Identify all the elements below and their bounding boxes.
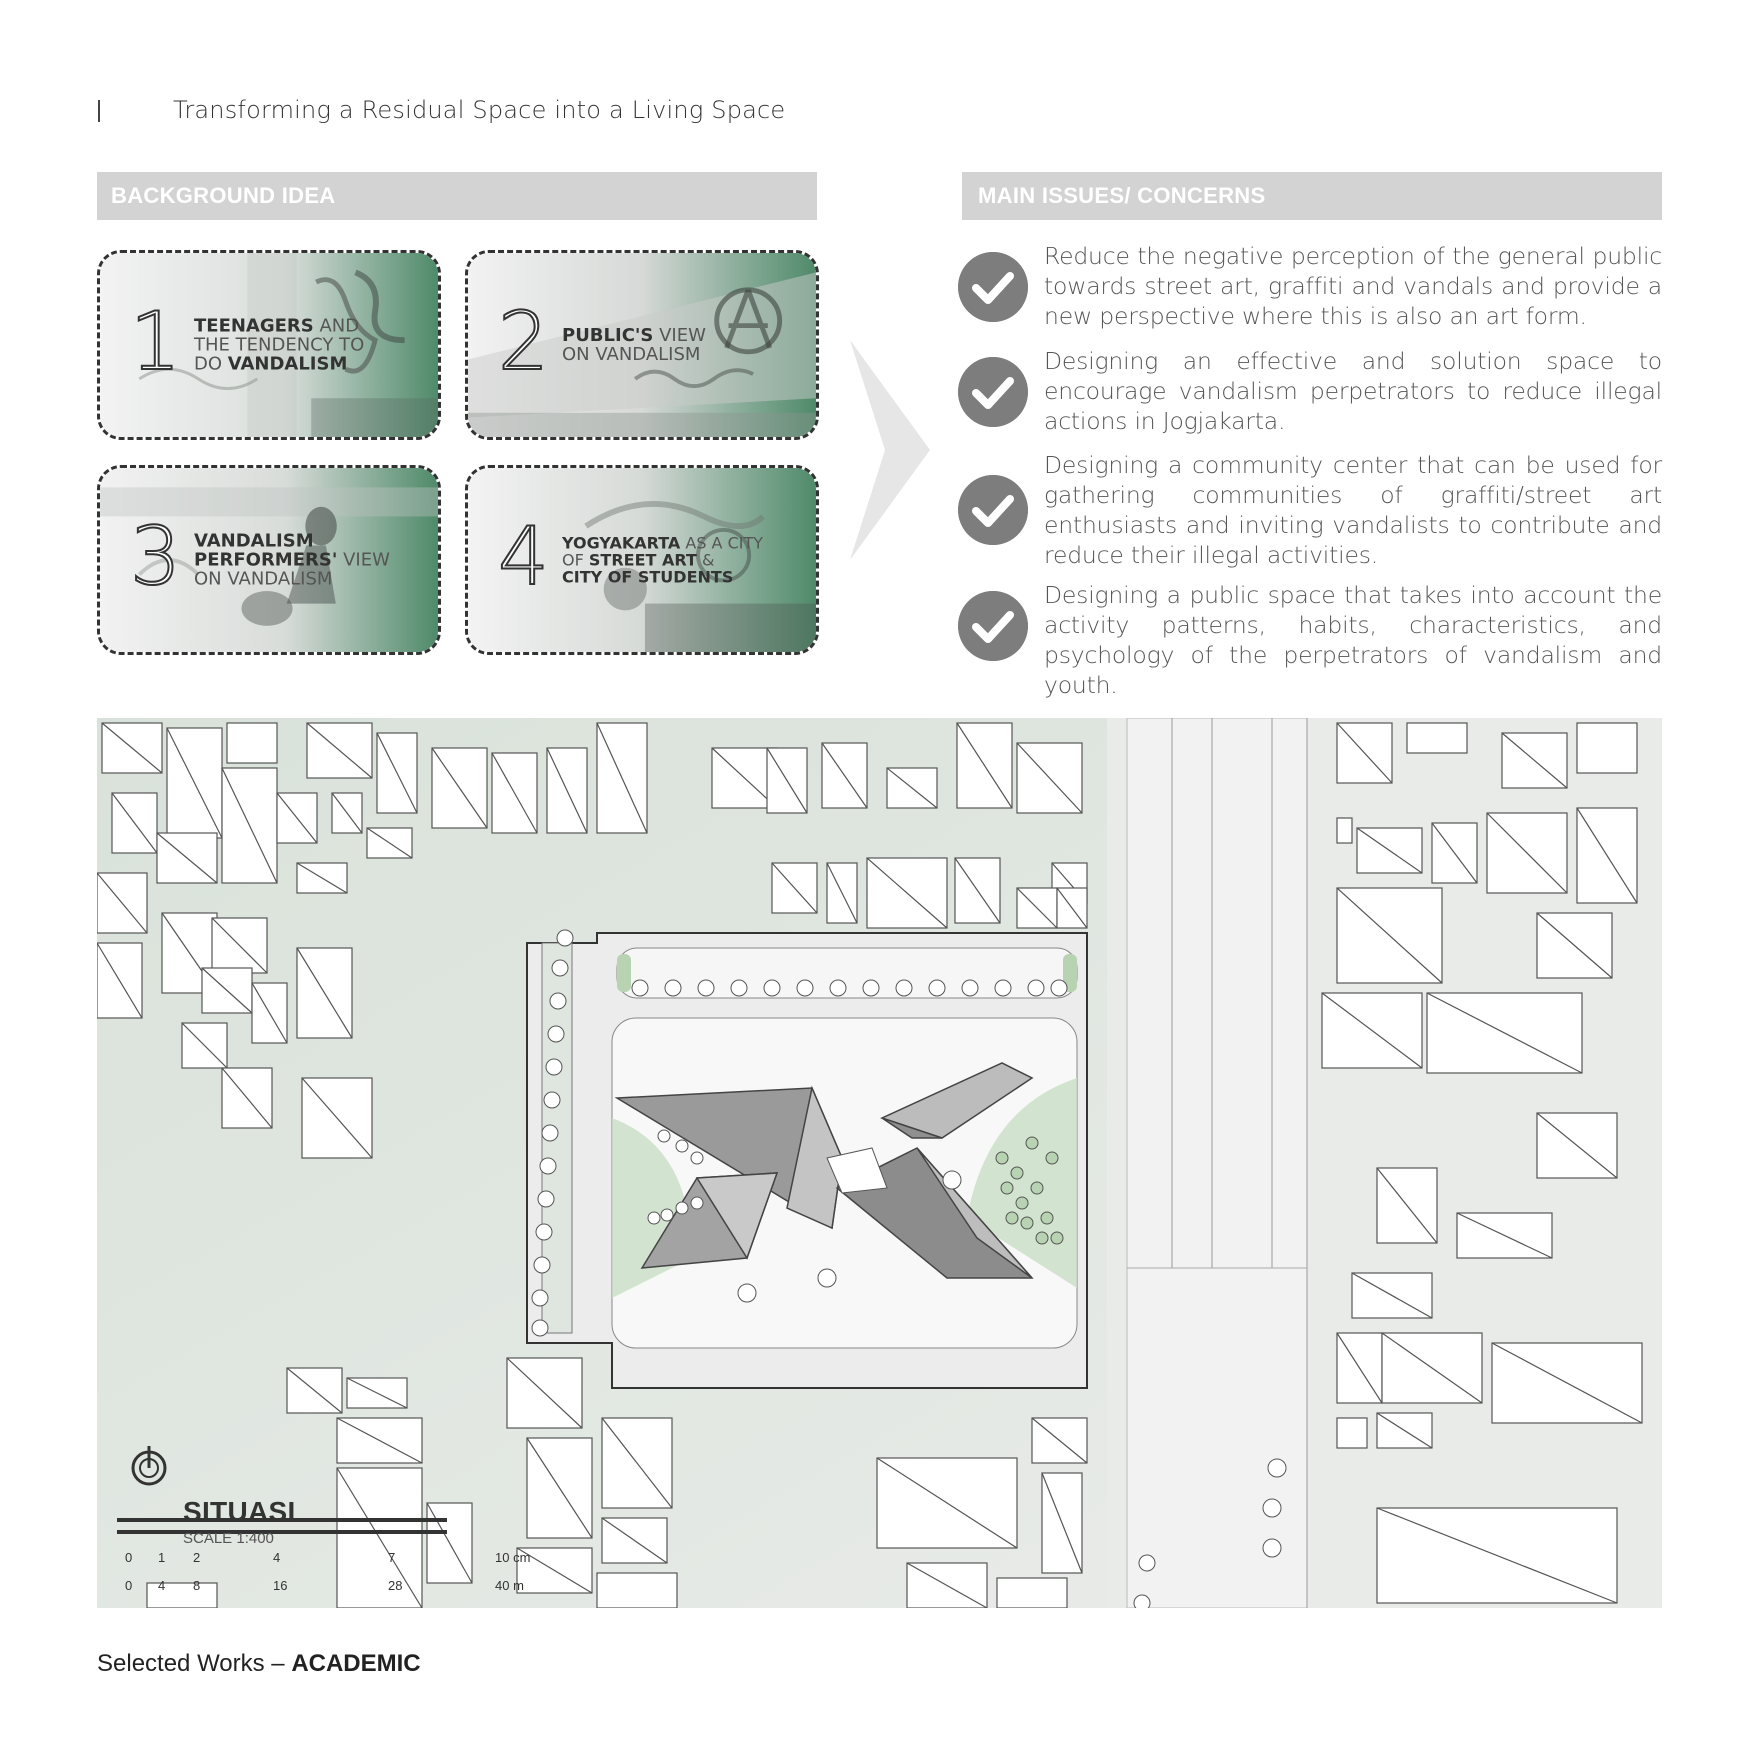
checkmark-icon	[958, 475, 1028, 545]
issue-text: Designing a community center that can be used for gathering communities of graffiti/street art enthusiasts and inviting vandalists to contribute and reduce their illegal activities.	[1044, 451, 1662, 569]
card-number: 3	[130, 509, 181, 603]
issue-item	[958, 450, 1662, 570]
card-label: VANDALISM PERFORMERS' VIEW ON VANDALISM	[194, 530, 390, 590]
card-number: 2	[498, 294, 549, 388]
issue-text: Designing an effective and solution space to encourage vandalism perpetrators to reduce illegal actions in Jogjakarta.	[1044, 347, 1662, 435]
card-number: 4	[498, 509, 549, 603]
site-plan-drawing	[97, 718, 1662, 1608]
page-marker	[98, 100, 100, 122]
footer: Selected Works – ACADEMIC	[97, 1650, 421, 1677]
checkmark-icon	[958, 357, 1028, 427]
issue-text: Reduce the negative perception of the general public towards street art, graffiti and vandals and provide a new perspective where this is also an art form.	[1044, 242, 1662, 330]
background-card-3	[97, 465, 441, 655]
site-plan-title: SITUASI	[183, 1496, 296, 1527]
site-plan-scale: SCALE 1:400	[183, 1530, 274, 1547]
chevron-right-icon	[850, 340, 930, 560]
background-card-4	[465, 465, 819, 655]
issue-item	[958, 580, 1662, 699]
background-card-1	[97, 250, 441, 440]
card-label: TEENAGERS AND THE TENDENCY TO DO VANDALISM	[194, 315, 365, 375]
card-label: YOGYAKARTA AS A CITY OF STREET ART & CITY OF STUDENTS	[562, 533, 764, 587]
issue-item	[958, 241, 1662, 333]
page-title: Transforming a Residual Space into a Living Space	[173, 96, 786, 124]
issue-text: Designing a public space that takes into account the activity patterns, habits, characteristics, and psychology of the perpetrators of vandalism and youth.	[1044, 581, 1662, 699]
issue-item	[958, 346, 1662, 438]
card-label: PUBLIC'S VIEW ON VANDALISM	[562, 325, 706, 365]
checkmark-icon	[958, 252, 1028, 322]
main-issues-heading: MAIN ISSUES/ CONCERNS	[962, 172, 1662, 220]
background-idea-heading: BACKGROUND IDEA	[97, 172, 817, 220]
card-number: 1	[130, 294, 181, 388]
background-card-2	[465, 250, 819, 440]
checkmark-icon	[958, 591, 1028, 661]
